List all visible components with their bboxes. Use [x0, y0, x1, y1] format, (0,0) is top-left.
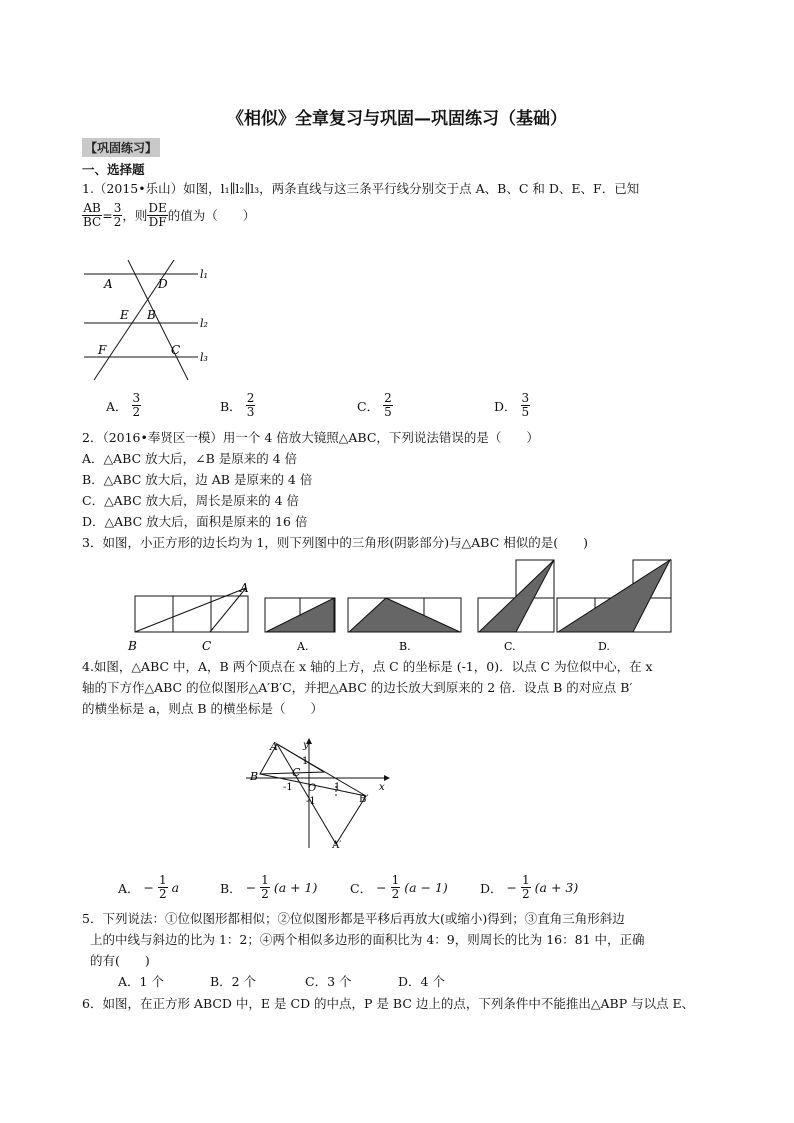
- point-c: C: [171, 343, 181, 357]
- label-l1: l₁: [200, 268, 208, 281]
- q2-stem: 2．（2016•奉贤区一模）用一个 4 倍放大镜照△ABC，下列说法错误的是（ ）: [82, 430, 539, 445]
- point-d: D: [158, 277, 168, 291]
- q3-point-c: C: [202, 639, 212, 653]
- q1-option-c[interactable]: C． $\frac{2}{5}$: [357, 391, 392, 419]
- q4-point-bprime: B′: [359, 794, 369, 805]
- axis-label-y: y: [303, 740, 309, 751]
- q1-given-value: $\frac{3}{2}$: [113, 201, 122, 229]
- point-e: E: [120, 308, 129, 322]
- q1-stem-line2: $\frac{AB}{BC}$ = $\frac{3}{2}$ ，则 $\frac{DE}{DF}$ 的值为（ ）: [83, 201, 256, 229]
- q3-option-d-label: D.: [598, 640, 610, 653]
- q3-option-b-figure[interactable]: [348, 598, 461, 632]
- q5-stem-line3: 的有( ): [90, 953, 150, 968]
- point-b: B: [147, 308, 156, 322]
- q2-option-d[interactable]: D．△ABC 放大后，面积是原来的 16 倍: [82, 514, 308, 529]
- q3-option-c-label: C.: [504, 640, 516, 653]
- point-a: A: [104, 277, 113, 291]
- triangle-abc-image: [277, 744, 366, 844]
- x-axis-arrow: [384, 775, 390, 781]
- tick-y-neg1: -1: [306, 796, 316, 807]
- q4-coordinate-figure: [246, 736, 396, 852]
- q3-option-d-figure[interactable]: [557, 560, 671, 632]
- section-heading: 一、选择题: [82, 162, 145, 177]
- q5-option-a[interactable]: A．1 个: [118, 974, 164, 989]
- page-title: 《相似》全章复习与巩固—巩固练习（基础）: [227, 109, 567, 129]
- q3-grid-figures: [120, 552, 710, 657]
- q4-option-a[interactable]: A． − $\frac{1}{2}$ a: [118, 873, 180, 901]
- q4-stem-line2: 轴的下方作△ABC 的位似图形△A′B′C，并把△ABC 的边长放大到原来的 2 倍．设点 B 的对应点 B′: [82, 680, 633, 695]
- q1-stem-line1: 1.（2015•乐山）如图，l₁∥l₂∥l₃，两条直线与这三条平行线分别交于点 A、B、C 和 D、E、F．已知: [82, 181, 640, 196]
- section-tag: 【巩固练习】: [82, 138, 160, 157]
- label-l2: l₂: [200, 317, 208, 330]
- q4-stem-line3: 的横坐标是 a，则点 B 的横坐标是（ ）: [82, 701, 324, 716]
- q5-stem-line2: 上的中线与斜边的比为 1：2；④两个相似多边形的面积比为 4：9，则周长的比为 16：81 中，正确: [90, 932, 645, 947]
- q2-option-b[interactable]: B．△ABC 放大后，边 AB 是原来的 4 倍: [82, 472, 313, 487]
- q4-point-aprime: A′: [332, 840, 342, 851]
- q1-asked-fraction: $\frac{DE}{DF}$: [148, 201, 167, 229]
- q4-point-a: A: [270, 740, 278, 753]
- q2-option-c[interactable]: C．△ABC 放大后，周长是原来的 4 倍: [82, 493, 300, 508]
- q3-point-b: B: [128, 639, 137, 653]
- q4-option-d[interactable]: D． − $\frac{1}{2}$ (a + 3): [480, 873, 579, 901]
- q3-stem: 3．如图，小正方形的边长均为 1，则下列图中的三角形(阴影部分)与△ABC 相似的是( ): [82, 535, 588, 550]
- q4-point-b: B: [250, 770, 259, 783]
- q4-option-c[interactable]: C． − $\frac{1}{2}$ (a − 1): [350, 873, 448, 901]
- q4-option-b[interactable]: B． − $\frac{1}{2}$ (a + 1): [220, 873, 318, 901]
- axis-label-x: x: [379, 782, 385, 793]
- q1-option-d[interactable]: D． $\frac{3}{5}$: [494, 391, 530, 419]
- tick-x-neg1: -1: [283, 782, 293, 793]
- label-l3: l₃: [200, 351, 208, 364]
- q3-option-a-figure[interactable]: [265, 598, 335, 632]
- q5-option-c[interactable]: C．3 个: [305, 974, 352, 989]
- q3-reference-figure: [135, 588, 248, 632]
- q3-point-a: A: [240, 581, 249, 595]
- q5-option-d[interactable]: D．4 个: [398, 974, 445, 989]
- q3-option-a-label: A.: [297, 640, 309, 653]
- q1-option-b[interactable]: B． $\frac{2}{3}$: [220, 391, 255, 419]
- q4-stem-line1: 4.如图，△ABC 中，A，B 两个顶点在 x 轴的上方，点 C 的坐标是 (-1，0)．以点 C 为位似中心，在 x: [82, 659, 653, 674]
- q2-option-a[interactable]: A．△ABC 放大后，∠B 是原来的 4 倍: [82, 451, 298, 466]
- origin-label: O: [308, 783, 317, 794]
- q5-option-b[interactable]: B．2 个: [210, 974, 257, 989]
- q4-point-c: C: [292, 766, 301, 779]
- q3-option-c-figure[interactable]: [478, 560, 554, 632]
- q1-option-a[interactable]: A． $\frac{3}{2}$: [106, 391, 141, 419]
- q5-stem-line1: 5．下列说法：①位似图形都相似；②位似图形都是平移后再放大(或缩小)得到；③直角三角形斜边: [82, 911, 625, 926]
- point-f: F: [98, 343, 107, 357]
- q3-option-b-label: B.: [399, 640, 411, 653]
- tick-y-1: 1: [302, 756, 309, 767]
- q1-given-fraction: $\frac{AB}{BC}$: [83, 201, 102, 229]
- q6-stem-line1: 6．如图，在正方形 ABCD 中，E 是 CD 的中点，P 是 BC 边上的点，下列条件中不能推出△ABP 与以点 E、: [82, 996, 695, 1011]
- q1-parallel-lines-figure: [76, 260, 226, 385]
- tick-x-1: 1: [334, 782, 341, 793]
